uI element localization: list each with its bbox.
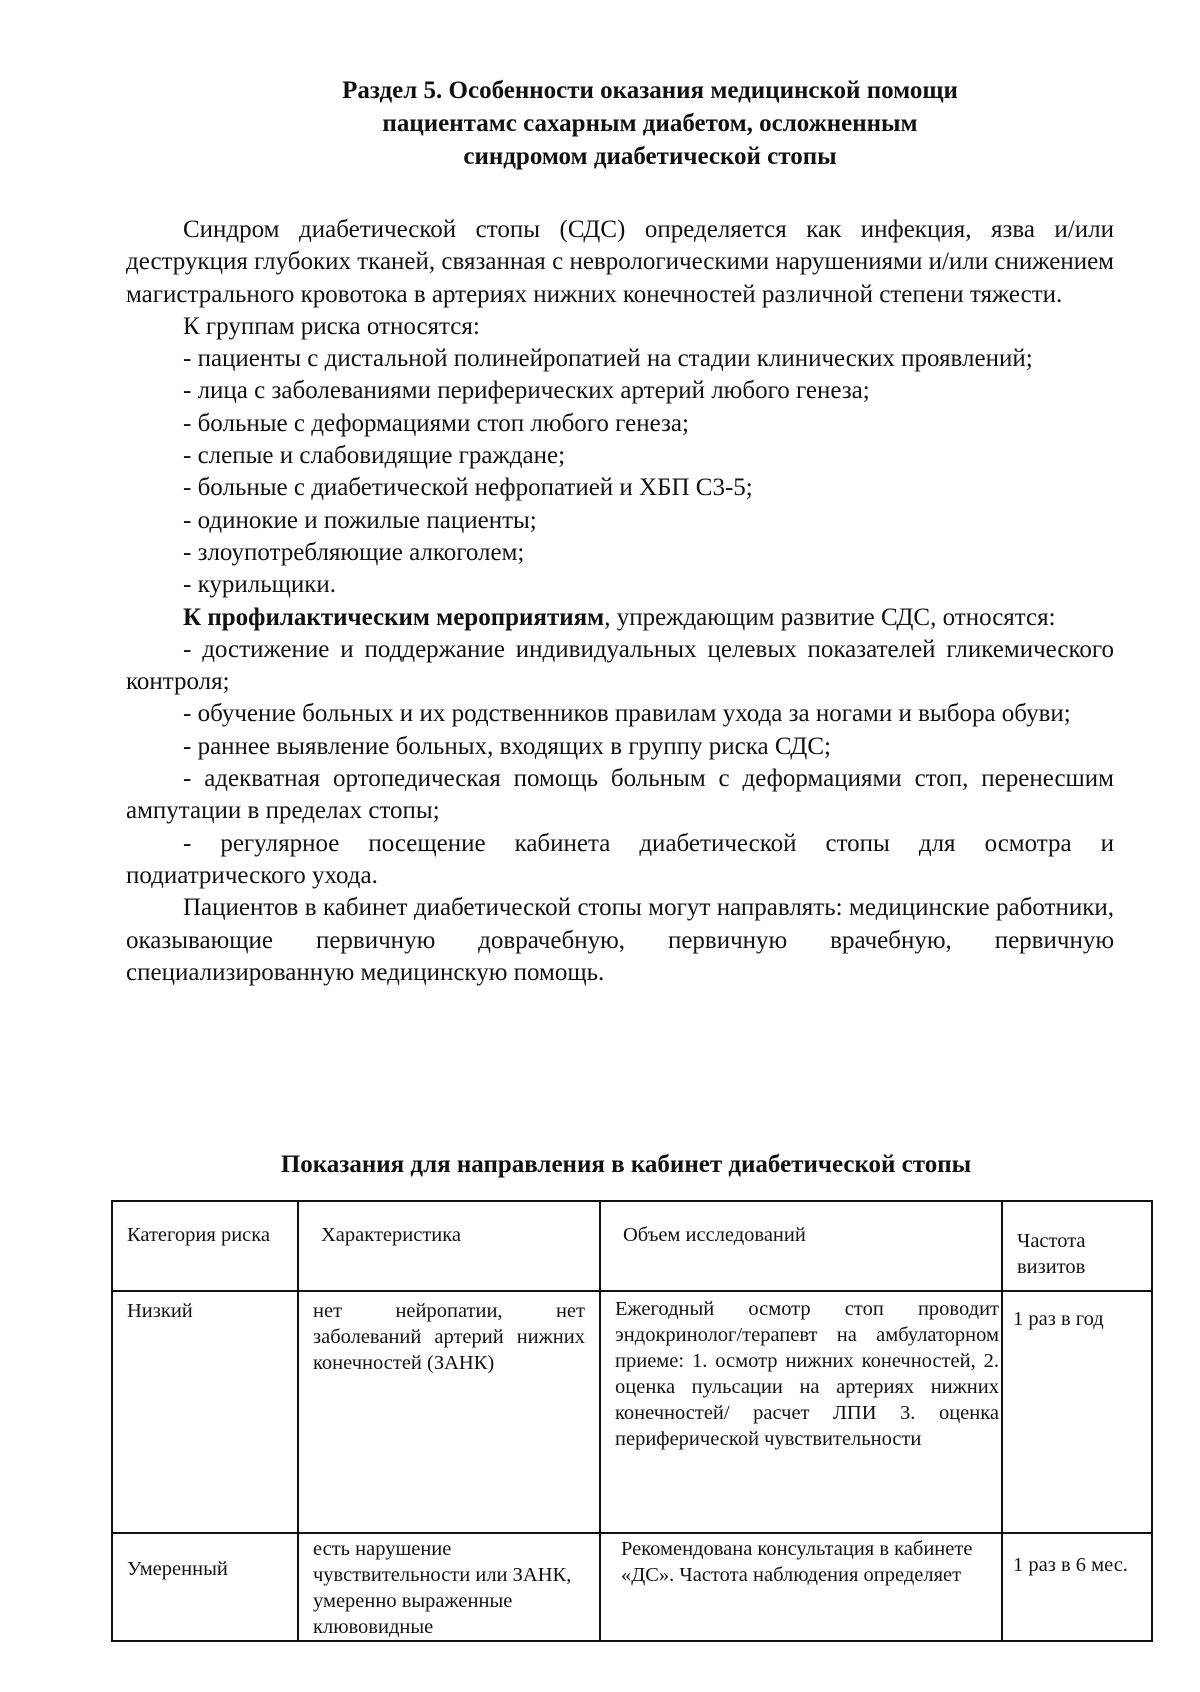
row-volume: Рекомендована консультация в кабинете «ДС». Частота наблюдения определяет [600, 1533, 1002, 1641]
referral-paragraph: Пациентов в кабинет диабетической стопы могут направлять: медицинские работники, оказывающие первичную доврачебную, первичную врачебную, первичную специализированную медицинскую помощь. [126, 894, 1114, 986]
header-characteristic: Характеристика [298, 1201, 600, 1291]
row-volume: Ежегодный осмотр стоп проводит эндокринолог/терапевт на амбулаторном приеме: 1. осмотр нижних конечностей, 2. оценка пульсации на артериях нижних конечностей/ расчет ЛПИ 3. оценка периферической чувствительности [600, 1291, 1002, 1533]
prevention-intro-text: , упреждающим развитие СДС, относятся: [604, 603, 1056, 631]
section-title-line: пациентамс сахарным диабетом, осложненным [382, 110, 918, 137]
risk-group-item: - одинокие и пожилые пациенты; [183, 506, 537, 534]
indications-table [111, 1200, 1153, 1642]
row-frequency: 1 раз в 6 мес. [1002, 1533, 1152, 1641]
table-header-row [112, 1201, 1152, 1291]
prevention-item: - адекватная ортопедическая помощь больным с деформациями стоп, перенесшим ампутации в пределах стопы; [126, 765, 1114, 825]
risk-group-item: - злоупотребляющие алкоголем; [183, 538, 525, 566]
row-characteristic: нет нейропатии, нет заболеваний артерий нижних конечностей (ЗАНК) [298, 1291, 600, 1533]
prevention-bold-text: К профилактическим мероприятиям [183, 603, 605, 631]
risk-group-item: - пациенты с дистальной полинейропатией на стадии клинических проявлений; [183, 345, 1033, 373]
row-characteristic: есть нарушение чувствительности или ЗАНК, умеренно выраженные клювовидные [298, 1533, 600, 1641]
risk-group-item: - больные с деформациями стоп любого генеза; [183, 409, 689, 437]
header-frequency: Частота визитов [1002, 1201, 1152, 1291]
prevention-item: - достижение и поддержание индивидуальных целевых показателей гликемического контроля; [126, 635, 1114, 696]
risk-group-item: - слепые и слабовидящие граждане; [183, 442, 566, 470]
prevention-intro [126, 602, 1114, 634]
table-row [112, 1291, 1152, 1533]
header-risk-category: Категория риска [112, 1201, 298, 1291]
section-title [260, 74, 1040, 173]
row-frequency: 1 раз в год [1002, 1291, 1152, 1533]
risk-group-item: - курильщики. [183, 571, 337, 599]
section-title-line: Раздел 5. Особенности оказания медицинской помощи [342, 77, 958, 104]
risk-group-item: - лица с заболеваниями периферических артерий любого генеза; [183, 377, 870, 405]
risk-groups-intro: К группам риска относятся: [183, 312, 480, 340]
table-title: Показания для направления в кабинет диабетической стопы [280, 1151, 972, 1178]
section-title-line: синдромом диабетической стопы [463, 143, 837, 170]
prevention-item: - обучение больных и их родственников правилам ухода за ногами и выбора обуви; [183, 700, 1071, 728]
prevention-item: - регулярное посещение кабинета диабетической стопы для осмотра и подиатрического ухода. [126, 829, 1114, 889]
prevention-item: - раннее выявление больных, входящих в группу риска СДС; [183, 732, 831, 760]
row-risk-category: Умеренный [112, 1533, 298, 1641]
header-volume: Объем исследований [600, 1201, 1002, 1291]
document-body [126, 214, 1114, 989]
row-risk-category: Низкий [112, 1291, 298, 1533]
risk-group-item: - больные с диабетической нефропатией и ХБП С3-5; [183, 474, 753, 502]
definition-paragraph: Синдром диабетической стопы (СДС) определяется как инфекция, язва и/или деструкция глубоких тканей, связанная с неврологическими нарушениями и/или снижением магистрального кровотока в артериях нижних конечностей различной степени тяжести. [126, 216, 1114, 308]
table-row [112, 1533, 1152, 1641]
